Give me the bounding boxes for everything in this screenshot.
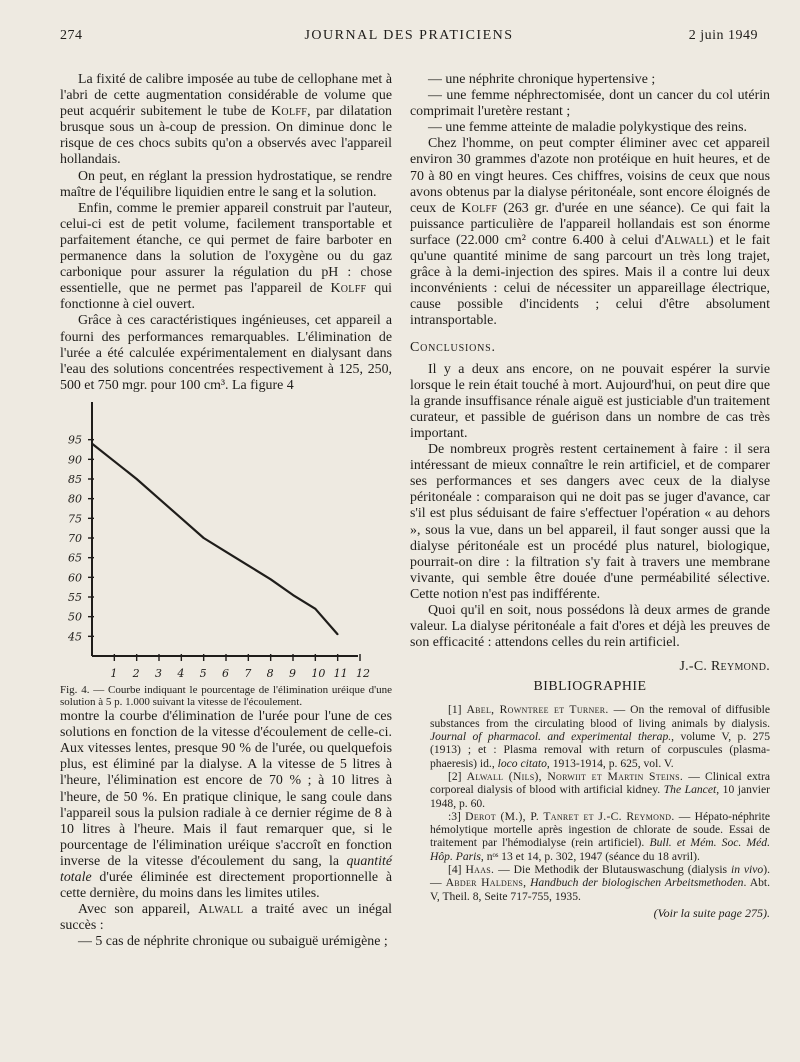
- list-item: — une femme néphrectomisée, dont un cancer du col utérin comprimait l'uretère restant ;: [410, 88, 770, 120]
- x-tick-label: 8: [266, 666, 274, 680]
- y-tick-label: 65: [68, 551, 82, 565]
- y-tick-label: 50: [68, 610, 82, 624]
- figure-4-chart: [60, 402, 392, 680]
- running-header: [60, 28, 758, 50]
- data-point: [225, 551, 227, 553]
- paragraph: La fixité de calibre imposée au tube de cellophane met à l'abri de cette augmentation considérable de volume que peut acquérir subitement le tube de Kolff, par dilatation brusque sous un à-coup de pression. On diminue donc le risque de ces chocs subits qu'on a observés avec l'appareil hollandais.: [60, 72, 392, 168]
- issue-date: 2 juin 1949: [688, 28, 758, 43]
- list-item: — une femme atteinte de maladie polykystique des reins.: [428, 120, 748, 136]
- x-tick-label: 2: [132, 666, 140, 680]
- paragraph: De nombreux progrès restent certainement à faire : il sera intéressant de mieux connaître le rein artificiel, et de comparer ses performances et ses dangers avec ceux de la dialyse péritonéale : comparaison qui ne doit pas se juger d'avance, car s'il est plus séduisant de faire s'effectuer l'opération « au dehors », sous la vue, dans un bel appareil, il faut songer aussi que la dialyse péritonéale est un procédé plus naturel, biologique, pourrait-on dire : la filtration s'y fait à travers une membrane vivante, qui semble être douée d'une perméabilité sélective. Cette notion n'est pas indifférente.: [410, 442, 770, 602]
- author-signature: J.-C. Reymond.: [679, 659, 770, 675]
- x-tick-label: 1: [110, 666, 118, 680]
- paragraph: Enfin, comme le premier appareil construit par l'auteur, celui-ci est de petit volume, facilement transportable et parfaitement étanche, ce qui permet de faire barboter en permanence dans la solution de l'oxygène ou du gaz carbonique pour assurer la régulation du pH : chose essentielle, que ne permet pas l'appareil de Kolff qui fonctionne à ciel ouvert.: [60, 200, 392, 313]
- y-tick-label: 45: [68, 630, 82, 644]
- x-tick-label: 11: [333, 666, 348, 680]
- continued-note: (Voir la suite page 275).: [653, 905, 770, 920]
- data-point: [292, 594, 294, 596]
- x-tick-label: 12: [356, 666, 370, 680]
- data-point: [91, 443, 93, 445]
- paragraph: Il y a deux ans encore, on ne pouvait espérer la survie lorsque le rein était touché à mort. Aujourd'hui, on peut dire que la grande insuffisance rénale aiguë est justiciable d'un traitement curateur, et passible de guérison dans un nombre de cas très important.: [410, 361, 770, 441]
- paragraph: Avec son appareil, Alwall a traité avec un inégal succès :: [60, 902, 392, 934]
- left-column: [60, 72, 392, 950]
- paragraph: Quoi qu'il en soit, nous possédons là deux armes de grande valeur. La dialyse péritonéale a fait d'ores et déjà les preuves de son efficacité : attendons celles du rein artificiel.: [410, 603, 770, 651]
- data-point: [113, 460, 115, 462]
- list-item: — 5 cas de néphrite chronique ou subaiguë urémigène ;: [78, 934, 388, 950]
- right-column: [410, 72, 770, 921]
- paragraph: On peut, en réglant la pression hydrostatique, se rendre maître de l'équilibre liquidien entre le sang et la solution.: [60, 168, 392, 200]
- y-tick-label: 95: [68, 433, 82, 447]
- data-point: [270, 578, 272, 580]
- x-tick-label: 9: [289, 666, 296, 680]
- paragraph: Grâce à ces caractéristiques ingénieuses, cet appareil a fourni des performances remarquables. L'élimination de l'urée a été calculée expérimentalement en dialysant dans l'eau des solutions concentrées respectivement à 125, 250, 500 et 750 mgr. pour 100 cm³. La figure 4: [60, 313, 392, 393]
- x-tick-label: 10: [311, 666, 326, 680]
- list-item: — une néphrite chronique hypertensive ;: [428, 72, 656, 87]
- y-tick-label: 85: [68, 472, 82, 486]
- data-point: [314, 608, 316, 610]
- bibliography-entry: [1] Abel, Rowntree et Turner. — On the removal of diffusible substances from the circulating blood of living animals by dialysis. Journal of pharmacol. and experimental therap., volume V, p. 275 (1913) ; et : Plasma removal with return of corpuscules (plasma-phaeresis) id., loco citato, 1913-1914, p. 625, vol. V.: [430, 703, 771, 770]
- section-heading-conclusions: Conclusions.: [410, 339, 496, 355]
- y-tick-label: 75: [68, 512, 82, 526]
- x-tick-label: 4: [177, 666, 185, 680]
- x-tick-label: 5: [199, 666, 207, 680]
- x-tick-label: 6: [222, 666, 229, 680]
- y-tick-label: 60: [68, 571, 82, 585]
- data-point: [337, 633, 339, 635]
- paragraph: Chez l'homme, on peut compter éliminer avec cet appareil environ 30 grammes d'azote non protéique en huit heures, et de 70 à 80 en vingt heures. Ces chiffres, voisins de ceux que nous avons obtenus par la dialyse péritonéale, sont encore éloignés de ceux de Kolff (263 gr. d'urée en une séance). Ce qui fait la puissance particulière de l'appareil hollandais est son énorme surface (22.000 cm² contre 6.400 à celui d'Alwall) et le fait qu'une quantité minime de sang parcourt un très long trajet, grâce à la demi-injection des spires. Mais il a contre lui deux inconvénients : celui de nécessiter un appareillage électrique, cause possible d'incidents ; celui d'être absolument intransportable.: [410, 136, 770, 329]
- x-tick-label: 3: [155, 666, 162, 680]
- y-tick-label: 55: [68, 590, 82, 604]
- bibliography-entry: [4] Haas. — Die Methodik der Blutauswaschung (dialysis in vivo). — Abder Haldens, Handbuch der biologischen Arbeitsmethoden. Abt. V, Theil. 8, Seite 717-755, 1935.: [430, 863, 770, 903]
- y-tick-label: 80: [68, 492, 82, 506]
- x-tick-label: 7: [244, 666, 252, 680]
- paragraph: montre la courbe d'élimination de l'urée pour l'une de ces solutions en fonction de la vitesse d'écoulement de celle-ci. Aux vitesses lentes, presque 90 % de l'urée, ou quelquefois plus, est éliminé par la dialyse. A la vitesse de 5 litres à l'heure, l'élimination est encore de 70 % ; à 10 litres à l'heure, de 50 %. En pratique clinique, le sang coule dans l'appareil sous la pulsion radiale à ce dernier régime de 8 à 10 litres à l'heure. Mais il faut remarquer que, si le pourcentage de l'élimination uréique s'accroît en fonction inverse de la vitesse d'écoulement du sang, la quantité totale d'urée éliminée est directement proportionnelle à cette dernière, du moins dans les limites utiles.: [60, 709, 392, 902]
- bibliography-entry: :3] Derot (M.), P. Tanret et J.-C. Reymond. — Hépato-néphrite hémolytique mortelle après ingestion de chlorate de soude. Essai de traitement par l'hémodialyse (rein artificiel). Bull. et Mém. Soc. Méd. Hôp. Paris, nᵒˢ 13 et 14, p. 302, 1947 (séance du 18 avril).: [430, 809, 770, 863]
- series-line: [92, 443, 338, 634]
- page-number: 274: [60, 28, 83, 43]
- data-point: [180, 517, 182, 519]
- figure-caption: Fig. 4. — Courbe indiquant le pourcentage de l'élimination uréique d'une solution à 5 p. 1.000 suivant la vitesse de l'écoulement.: [60, 683, 392, 709]
- y-tick-label: 70: [68, 531, 82, 545]
- bibliography-entry: [2] Alwall (Nils), Norwiit et Martin Steins. — Clinical extra corporeal dialysis of blood with artificial kidney. The Lancet, 10 janvier 1948, p. 60.: [430, 769, 770, 810]
- data-point: [136, 478, 138, 480]
- data-point: [247, 565, 249, 567]
- bibliography-heading: BIBLIOGRAPHIE: [533, 679, 647, 695]
- y-tick-label: 90: [68, 453, 82, 467]
- chart-svg: [60, 402, 392, 680]
- journal-title: JOURNAL DES PRATICIENS: [304, 28, 514, 43]
- data-point: [203, 537, 205, 539]
- data-point: [158, 498, 160, 500]
